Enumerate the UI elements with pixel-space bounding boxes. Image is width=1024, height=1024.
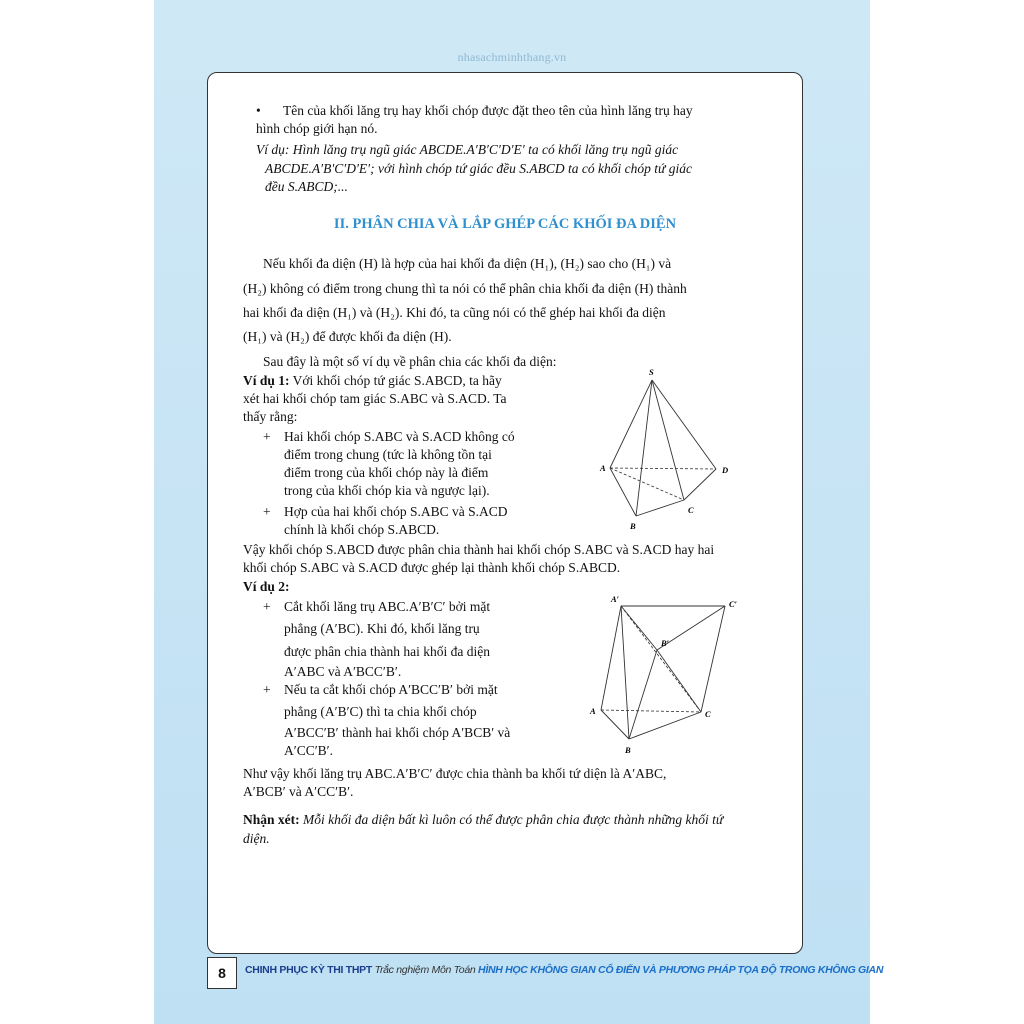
remark-line: Nhận xét: Mỗi khối đa diện bất kì luôn có thể được phân chia được thành những khối tứ [243, 812, 724, 827]
label-B: B [625, 745, 631, 755]
example2-item: A′CC′B′. [284, 743, 333, 758]
example1-summary: khối chóp S.ABC và S.ACD được ghép lại thành khối chóp S.ABCD. [243, 560, 621, 575]
footer-title: HÌNH HỌC KHÔNG GIAN CỔ ĐIỂN VÀ PHƯƠNG PHÁP TỌA ĐỘ TRONG KHÔNG GIAN [478, 964, 884, 976]
footer-series: CHINH PHỤC KỲ THI THPT [245, 964, 372, 976]
plus-marker: + [263, 682, 271, 697]
paragraph-line: hai khối đa diện (H₁) và (H₂). Khi đó, ta cũng nói có thể ghép hai khối đa diện [243, 305, 666, 320]
example2-item: A′ABC và A′BCC′B′. [284, 664, 402, 679]
example1-line: xét hai khối chóp tam giác S.ABC và S.ACD. Ta [243, 391, 507, 406]
paragraph-line: Sau đây là một số ví dụ về phân chia các khối đa diện: [263, 354, 557, 369]
example2-label: Ví dụ 2: [243, 579, 290, 594]
example2-item: được phân chia thành hai khối đa diện [284, 644, 491, 659]
label-S: S [649, 367, 654, 377]
example2-item: Cắt khối lăng trụ ABC.A′B′C′ bởi mặt [284, 599, 491, 614]
example2-item: phẳng (A′BC). Khi đó, khối lăng trụ [284, 621, 480, 636]
page-footer [207, 957, 884, 987]
example1-line: thấy rằng: [243, 409, 298, 424]
bullet-line: hình chóp giới hạn nó. [256, 121, 378, 136]
example2-summary: A′BCB′ và A′CC′B′. [243, 784, 354, 799]
bullet-dot: • [256, 103, 261, 118]
label-A: A [590, 706, 596, 716]
plus-marker: + [263, 429, 271, 444]
label-B: B [630, 521, 636, 531]
label-A: A [600, 463, 606, 473]
example-line: Ví dụ: Hình lăng trụ ngũ giác ABCDE.A′B′C′D′E′ ta có khối lăng trụ ngũ giác [256, 142, 679, 157]
example1-item: Hợp của hai khối chóp S.ABC và S.ACD [284, 504, 508, 519]
plus-marker: + [263, 599, 271, 614]
example-line: ABCDE.A′B′C′D′E′; với hình chóp tứ giác đều S.ABCD ta có khối chóp tứ giác [265, 161, 692, 176]
label-C: C [688, 505, 694, 515]
example1-line: Ví dụ 1: Với khối chóp tứ giác S.ABCD, ta hãy [243, 373, 502, 388]
page-number: 8 [207, 957, 237, 989]
site-watermark: nhasachminhthang.vn [457, 50, 567, 64]
example1-item: điểm trong của khối chóp này là điểm [284, 465, 489, 480]
remark-line: diện. [243, 831, 270, 846]
example1-label: Ví dụ 1: [243, 373, 290, 388]
label-D: D [722, 465, 729, 475]
content-card [207, 72, 803, 954]
plus-marker: + [263, 504, 271, 519]
remark-label: Nhận xét: [243, 812, 300, 827]
footer-text [245, 964, 883, 976]
label-B-prime: B′ [661, 638, 670, 648]
pyramid-figure [588, 363, 738, 538]
prism-figure [583, 593, 753, 758]
example-line: đều S.ABCD;... [265, 179, 348, 194]
section-heading: II. PHÂN CHIA VÀ LẮP GHÉP CÁC KHỐI ĐA DIỆN [333, 216, 677, 232]
example2-item: A′BCC′B′ thành hai khối chóp A′BCB′ và [284, 725, 511, 740]
example1-item: chính là khối chóp S.ABCD. [284, 522, 440, 537]
paragraph-line: (H₁) và (H₂) để được khối đa diện (H). [243, 329, 452, 344]
example1-item: điểm trong chung (tức là không tồn tại [284, 447, 492, 462]
paragraph-line: (H₂) không có điểm trong chung thì ta nói có thể phân chia khối đa diện (H) thành [243, 281, 687, 296]
example2-summary: Như vậy khối lăng trụ ABC.A′B′C′ được chia thành ba khối tứ diện là A′ABC, [243, 766, 667, 781]
page-background [154, 0, 884, 1024]
example2-item: phẳng (A′B′C) thì ta chia khối chóp [284, 704, 477, 719]
example1-summary: Vậy khối chóp S.ABCD được phân chia thành hai khối chóp S.ABC và S.ACD hay hai [243, 542, 715, 557]
paragraph-line: Nếu khối đa diện (H) là hợp của hai khối đa diện (H₁), (H₂) sao cho (H₁) và [263, 256, 672, 271]
example1-item: Hai khối chóp S.ABC và S.ACD không có [284, 429, 515, 444]
example1-item: trong của khối chóp kia và ngược lại). [284, 483, 490, 498]
bullet-line: Tên của khối lăng trụ hay khối chóp được đặt theo tên của hình lăng trụ hay [283, 103, 693, 118]
footer-subject: Trắc nghiệm Môn Toán [374, 964, 476, 976]
example2-item: Nếu ta cắt khối chóp A′BCC′B′ bởi mặt [284, 682, 498, 697]
label-C-prime: C′ [729, 599, 738, 609]
label-C: C [705, 709, 711, 719]
label-A-prime: A′ [611, 594, 620, 604]
